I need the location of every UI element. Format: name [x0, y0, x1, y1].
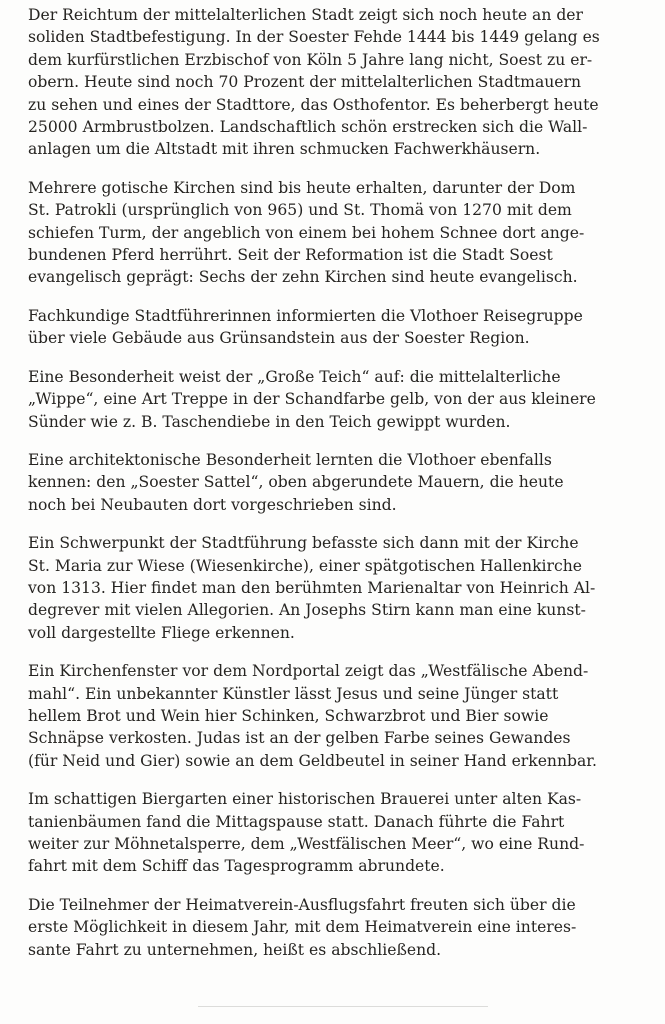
- text-line: degrever mit vielen Allegorien. An Josephs Stirn kann man eine kunst-: [28, 601, 586, 620]
- paragraph: [28, 366, 643, 433]
- text-line: Eine Besonderheit weist der „Große Teich“ auf: die mittelalterliche: [28, 367, 561, 386]
- text-line: zu sehen und eines der Stadttore, das Osthofentor. Es beherbergt heute: [28, 95, 599, 114]
- paragraph: [28, 4, 643, 161]
- text-line: „Wippe“, eine Art Treppe in der Schandfarbe gelb, von der aus kleinere: [28, 390, 596, 409]
- text-line: sante Fahrt zu unternehmen, heißt es abschließend.: [28, 940, 442, 959]
- paragraph: [28, 305, 643, 350]
- text-line: noch bei Neubauten dort vorgeschrieben sind.: [28, 495, 397, 514]
- page-footer-rule: [198, 1006, 488, 1007]
- text-line: Eine architektonische Besonderheit lernten die Vlothoer ebenfalls: [28, 450, 552, 469]
- paragraph: [28, 449, 643, 516]
- text-line: Fachkundige Stadtführerinnen informierten die Vlothoer Reisegruppe: [28, 306, 583, 325]
- text-line: von 1313. Hier findet man den berühmten Marienaltar von Heinrich Al-: [28, 578, 596, 597]
- text-line: Schnäpse verkosten. Judas ist an der gelben Farbe seines Gewandes: [28, 729, 571, 748]
- text-line: anlagen um die Altstadt mit ihren schmucken Fachwerkhäusern.: [28, 140, 541, 159]
- paragraph: [28, 532, 643, 644]
- text-line: obern. Heute sind noch 70 Prozent der mittelalterlichen Stadtmauern: [28, 73, 582, 92]
- text-line: kennen: den „Soester Sattel“, oben abgerundete Mauern, die heute: [28, 473, 564, 492]
- text-line: hellem Brot und Wein hier Schinken, Schwarzbrot und Bier sowie: [28, 706, 549, 725]
- text-line: St. Patrokli (ursprünglich von 965) und St. Thomä von 1270 mit dem: [28, 201, 572, 220]
- text-line: St. Maria zur Wiese (Wiesenkirche), einer spätgotischen Hallenkirche: [28, 556, 582, 575]
- text-line: erste Möglichkeit in diesem Jahr, mit dem Heimatverein eine interes-: [28, 918, 577, 937]
- text-line: tanienbäumen fand die Mittagspause statt. Danach führte die Fahrt: [28, 812, 565, 831]
- text-line: 25000 Armbrustbolzen. Landschaftlich schön erstrecken sich die Wall-: [28, 118, 588, 137]
- text-line: soliden Stadtbefestigung. In der Soester Fehde 1444 bis 1449 gelang es: [28, 28, 600, 47]
- text-line: fahrt mit dem Schiff das Tagesprogramm abrundete.: [28, 857, 445, 876]
- text-line: mahl“. Ein unbekannter Künstler lässt Jesus und seine Jünger statt: [28, 684, 559, 703]
- text-line: Sünder wie z. B. Taschendiebe in den Teich gewippt wurden.: [28, 412, 511, 431]
- text-line: schiefen Turm, der angeblich von einem bei hohem Schnee dort ange-: [28, 223, 585, 242]
- text-line: Im schattigen Biergarten einer historischen Brauerei unter alten Kas-: [28, 790, 582, 809]
- text-line: evangelisch geprägt: Sechs der zehn Kirchen sind heute evangelisch.: [28, 268, 578, 287]
- paragraph: [28, 894, 643, 961]
- text-line: bundenen Pferd herrührt. Seit der Reformation ist die Stadt Soest: [28, 246, 553, 265]
- text-line: Ein Kirchenfenster vor dem Nordportal zeigt das „Westfälische Abend-: [28, 662, 589, 681]
- text-line: weiter zur Möhnetalsperre, dem „Westfälischen Meer“, wo eine Rund-: [28, 835, 585, 853]
- text-line: Ein Schwerpunkt der Stadtführung befasste sich dann mit der Kirche: [28, 534, 579, 553]
- text-line: Der Reichtum der mittelalterlichen Stadt zeigt sich noch heute an der: [28, 6, 583, 24]
- text-line: (für Neid und Gier) sowie an dem Geldbeutel in seiner Hand erkennbar.: [28, 751, 597, 770]
- text-line: Die Teilnehmer der Heimatverein-Ausflugsfahrt freuten sich über die: [28, 895, 576, 914]
- paragraph: [28, 788, 643, 878]
- paragraph: [28, 177, 643, 289]
- text-line: Mehrere gotische Kirchen sind bis heute erhalten, darunter der Dom: [28, 178, 576, 197]
- text-line: voll dargestellte Fliege erkennen.: [28, 623, 295, 642]
- text-line: dem kurfürstlichen Erzbischof von Köln 5 Jahre lang nicht, Soest zu er-: [28, 50, 593, 69]
- paragraph: [28, 660, 643, 772]
- text-line: über viele Gebäude aus Grünsandstein aus der Soester Region.: [28, 329, 530, 348]
- article-body: [28, 4, 643, 977]
